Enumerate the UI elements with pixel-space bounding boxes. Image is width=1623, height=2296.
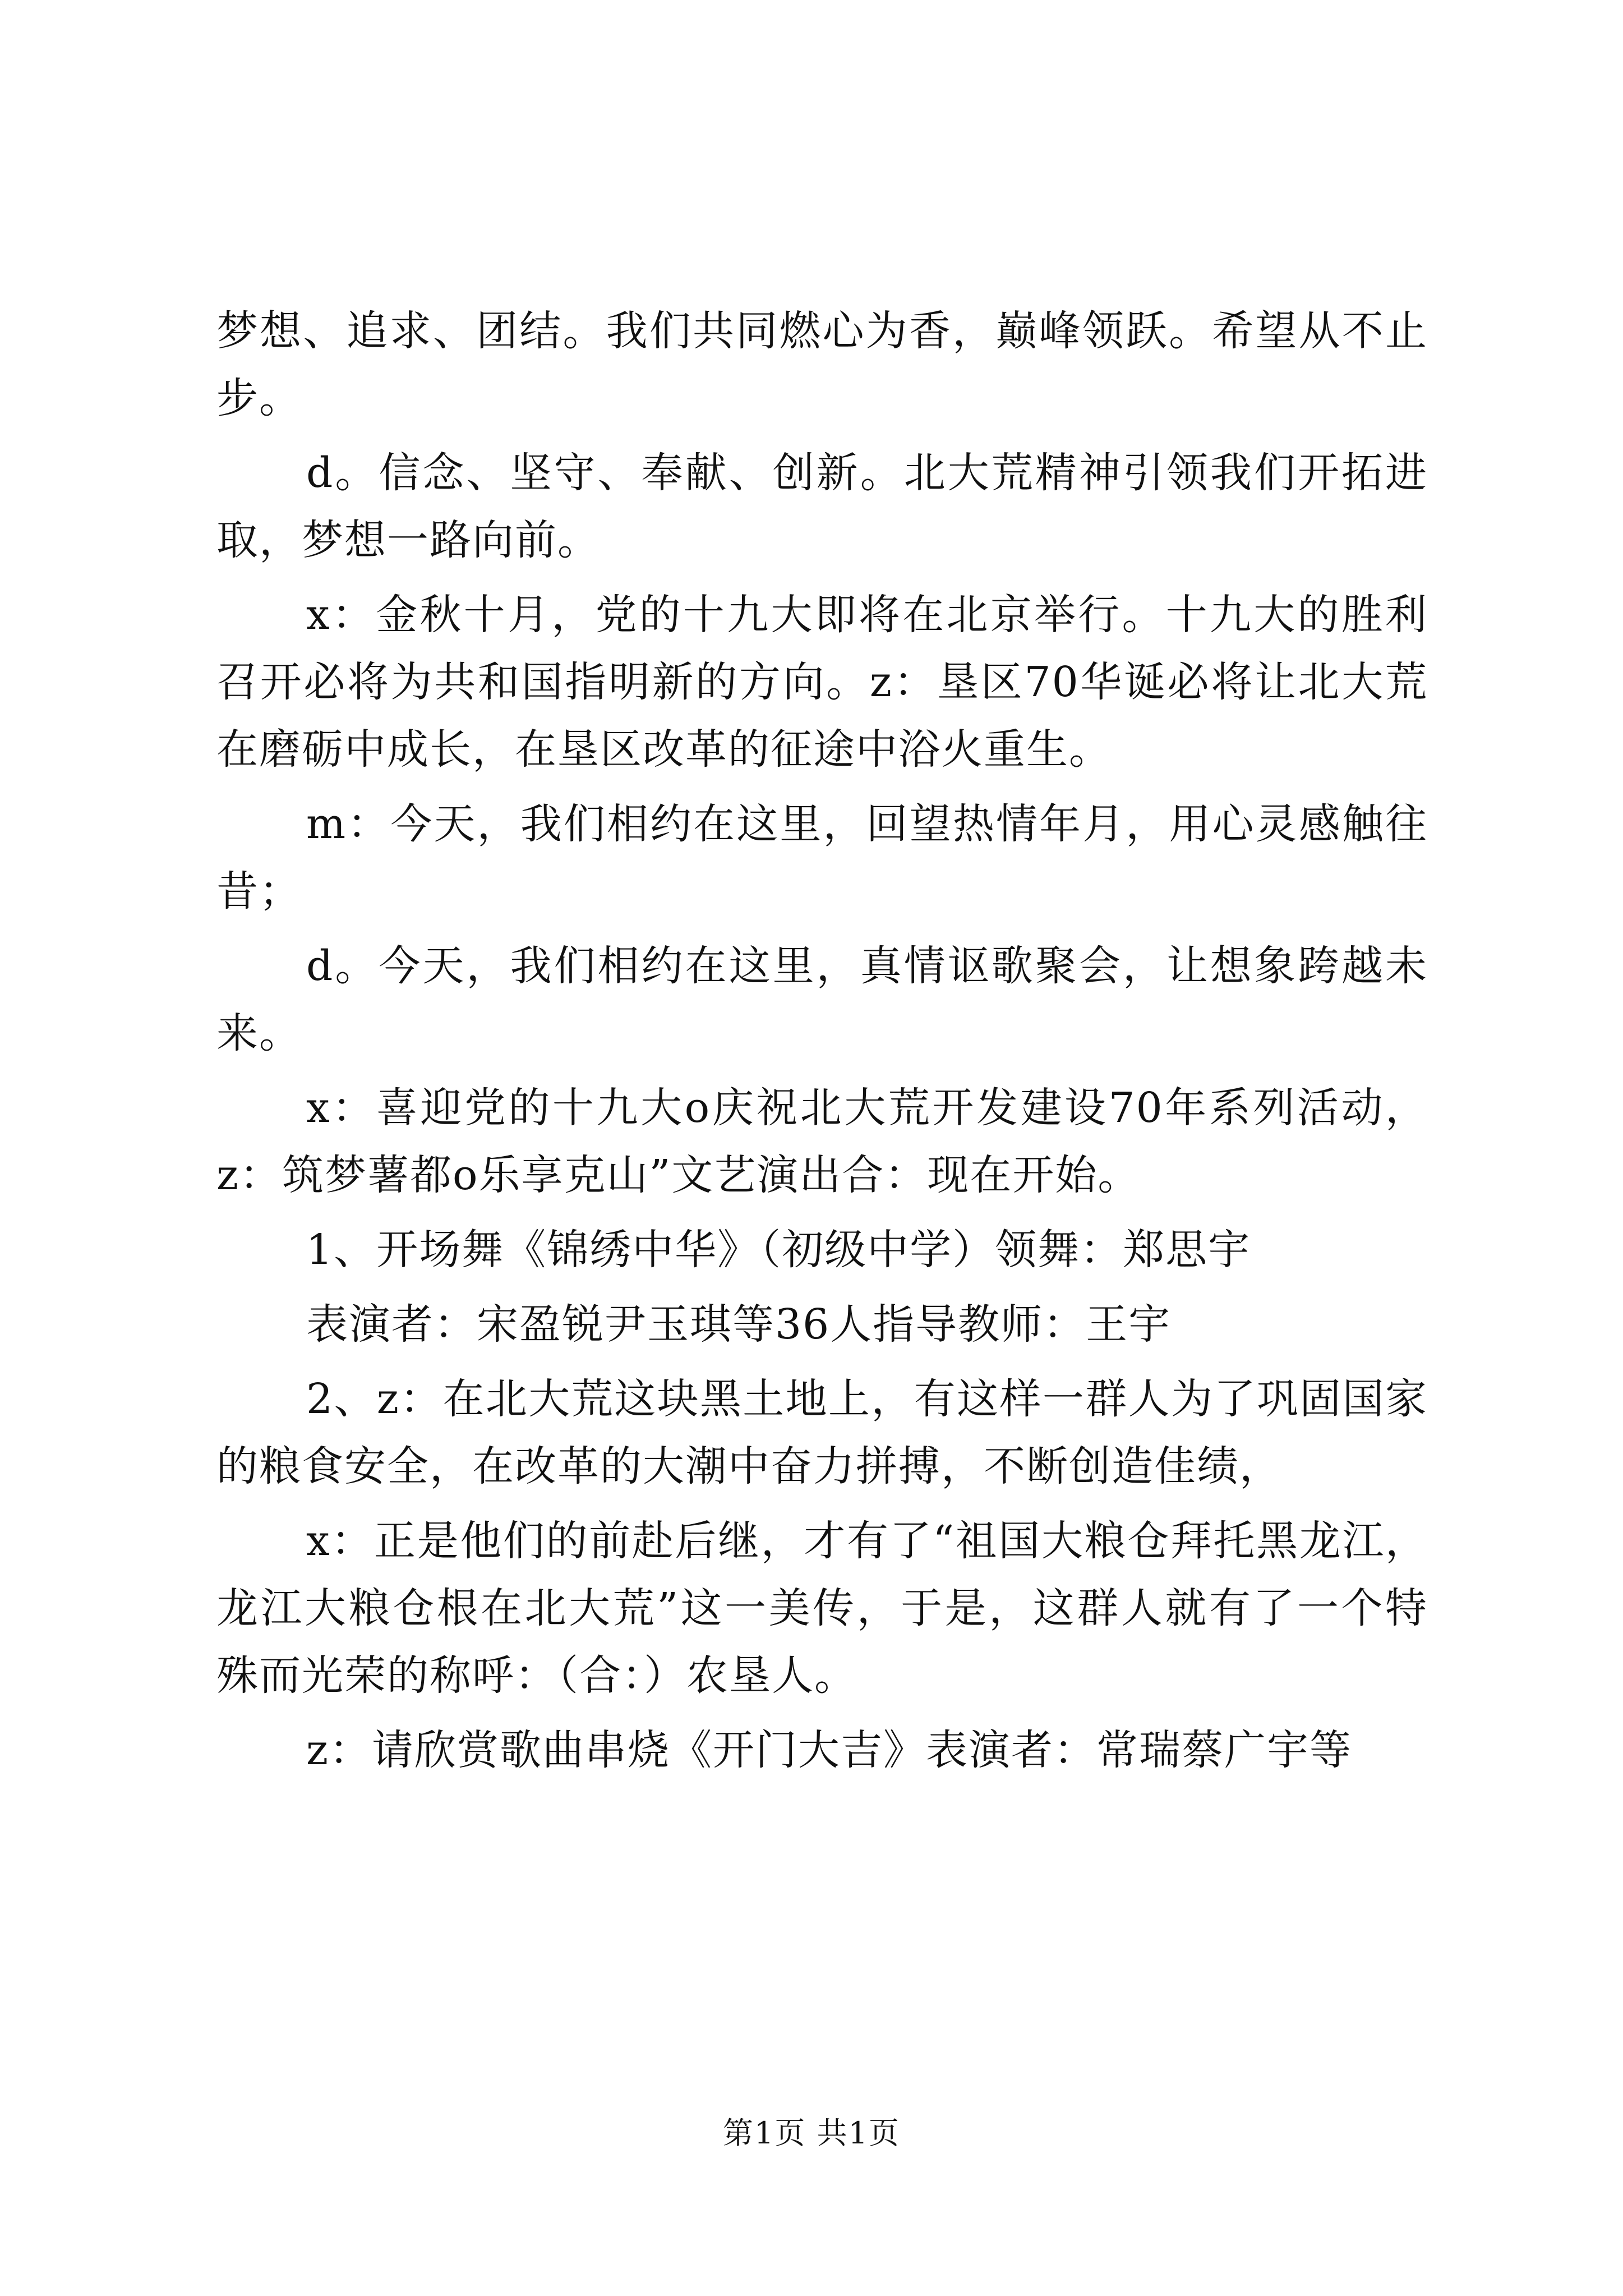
paragraph: x：喜迎党的十九大o庆祝北大荒开发建设70年系列活动，z：筑梦薯都o乐享克山”文艺演出合：现在开始。	[216, 1084, 1428, 1199]
paragraph: 2、z：在北大荒这块黑土地上，有这样一群人为了巩固国家的粮食安全，在改革的大潮中奋力拼搏，不断创造佳绩，	[216, 1375, 1428, 1490]
document-body	[216, 297, 1428, 1791]
paragraph: 梦想、追求、团结。我们共同燃心为香，巅峰领跃。希望从不止步。	[216, 307, 1428, 422]
paragraph: x：正是他们的前赴后继，才有了“祖国大粮仓拜托黑龙江，龙江大粮仓根在北大荒”这一美传，于是，这群人就有了一个特殊而光荣的称呼：（合：）农垦人。	[216, 1517, 1428, 1700]
paragraph: 表演者：宋盈锐尹玉琪等36人指导教师：王宇	[306, 1300, 1172, 1349]
paragraph: d。今天，我们相约在这里，真情讴歌聚会，让想象跨越未来。	[216, 942, 1428, 1057]
paragraph: z：请欣赏歌曲串烧《开门大吉》表演者：常瑞蔡广宇等	[306, 1726, 1352, 1774]
paragraph: m：今天，我们相约在这里，回望热情年月，用心灵感触往昔；	[216, 800, 1428, 915]
page-footer: 第1页 共1页	[723, 2115, 900, 2151]
paragraph: 1、开场舞《锦绣中华》（初级中学）领舞：郑思宇	[306, 1226, 1251, 1274]
paragraph: x：金秋十月，党的十九大即将在北京举行。十九大的胜利召开必将为共和国指明新的方向。z：垦区70华诞必将让北大荒在磨砺中成长，在垦区改革的征途中浴火重生。	[216, 591, 1428, 774]
paragraph: d。信念、坚守、奉献、创新。北大荒精神引领我们开拓进取，梦想一路向前。	[216, 449, 1428, 564]
